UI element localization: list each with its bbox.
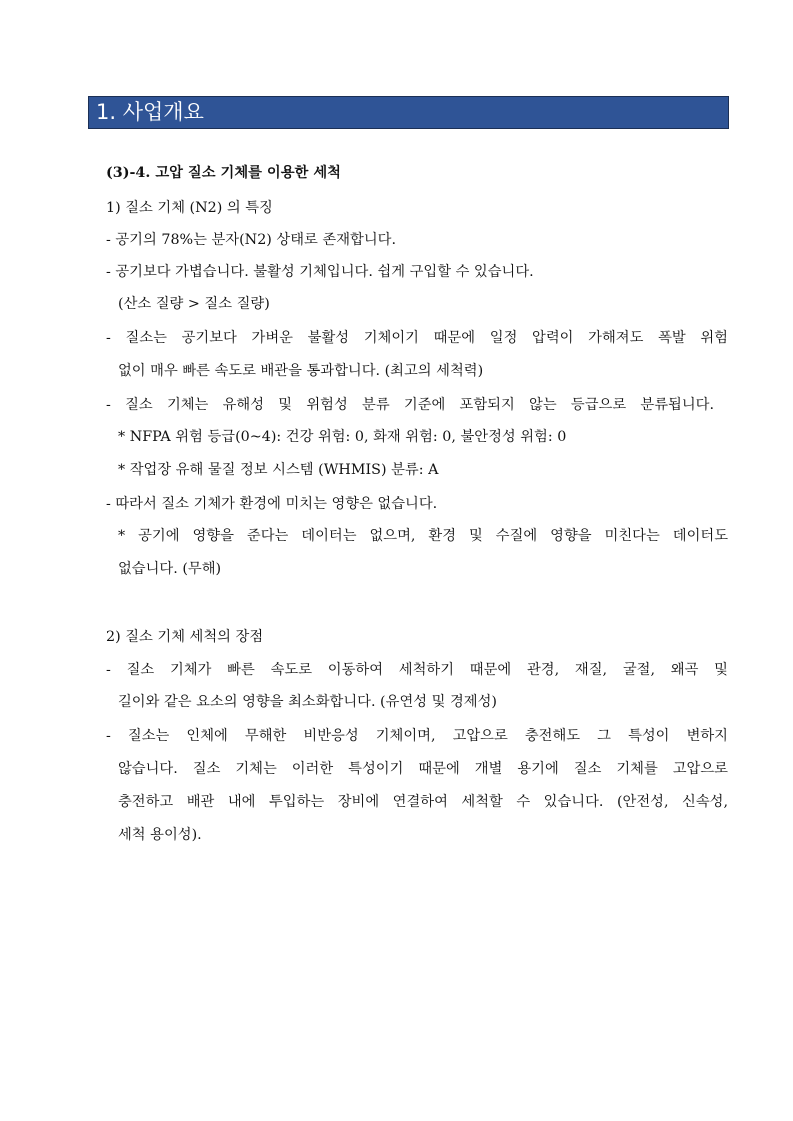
note-line: * 작업장 유해 물질 정보 시스템 (WHMIS) 분류: A <box>118 462 439 478</box>
bullet-line: - 공기보다 가볍습니다. 불활성 기체입니다. 쉽게 구입할 수 있습니다. <box>106 264 534 280</box>
note-line-continuation: 없습니다. (무해) <box>118 561 222 577</box>
bullet-line: - 질소는 인체에 무해한 비반응성 기체이며, 고압으로 충전해도 그 특성이 변하지 <box>106 728 728 744</box>
bullet-line: - 질소 기체가 빠른 속도로 이동하여 세척하기 때문에 관경, 재질, 굴절, 왜곡 및 <box>106 662 728 678</box>
bullet-line: - 질소는 공기보다 가벼운 불활성 기체이기 때문에 일정 압력이 가해져도 폭발 위험 <box>106 330 728 346</box>
bullet-line: - 공기의 78%는 분자(N2) 상태로 존재합니다. <box>106 232 396 248</box>
bullet-line-continuation: 길이와 같은 요소의 영향을 최소화합니다. (유연성 및 경제성) <box>118 694 497 710</box>
section-heading: (3)-4. 고압 질소 기체를 이용한 세척 <box>106 165 341 181</box>
note-line: * NFPA 위험 등급(0~4): 건강 위험: 0, 화재 위험: 0, 불안정성 위험: 0 <box>118 429 567 445</box>
bullet-line-continuation: (산소 질량 > 질소 질량) <box>118 296 270 312</box>
bullet-line-continuation: 않습니다. 질소 기체는 이러한 특성이기 때문에 개별 용기에 질소 기체를 고압으로 <box>118 761 728 777</box>
section-header-bar: 1. 사업개요 <box>88 96 729 129</box>
bullet-line-continuation: 세척 용이성). <box>118 827 202 843</box>
bullet-line-continuation: 없이 매우 빠른 속도로 배관을 통과합니다. (최고의 세척력) <box>118 363 484 379</box>
subsection-title-features: 1) 질소 기체 (N2) 의 특징 <box>106 200 273 216</box>
bullet-line-continuation: 충전하고 배관 내에 투입하는 장비에 연결하여 세척할 수 있습니다. (안전성, 신속성, <box>118 794 728 810</box>
note-line: * 공기에 영향을 준다는 데이터는 없으며, 환경 및 수질에 영향을 미친다는 데이터도 <box>118 528 728 544</box>
subsection-title-advantages: 2) 질소 기체 세척의 장점 <box>106 629 264 645</box>
bullet-line: - 따라서 질소 기체가 환경에 미치는 영향은 없습니다. <box>106 496 438 512</box>
bullet-line: - 질소 기체는 유해성 및 위험성 분류 기준에 포함되지 않는 등급으로 분류됩니다. <box>106 397 714 413</box>
